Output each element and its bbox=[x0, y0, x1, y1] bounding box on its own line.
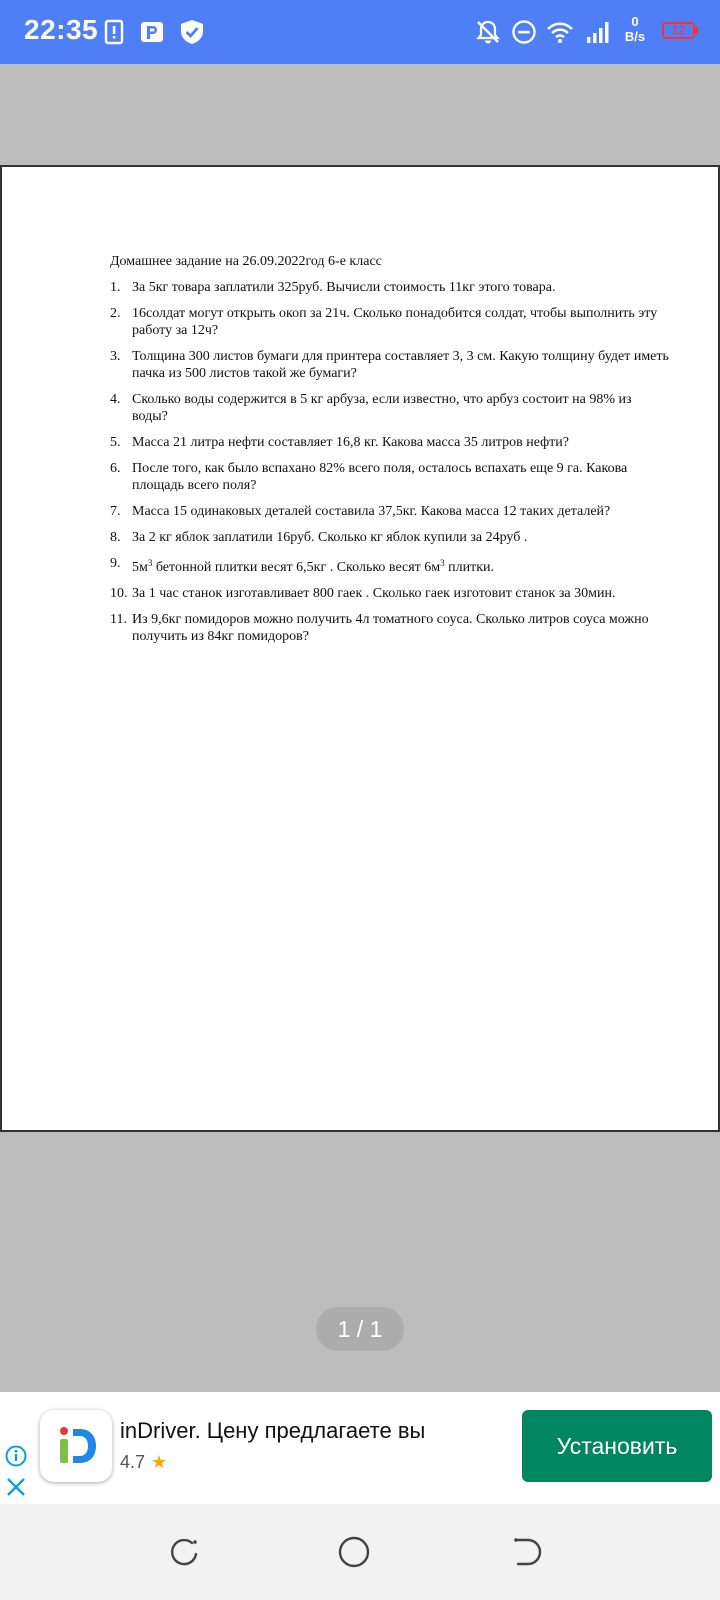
do-not-disturb-icon bbox=[510, 18, 538, 46]
app-rating bbox=[120, 1452, 167, 1473]
rating-value: 4.7 bbox=[120, 1452, 146, 1472]
task-text: За 5кг товара заплатили 325руб. Вычисли стоимость 11кг этого товара. bbox=[132, 280, 556, 295]
parking-app-icon bbox=[138, 18, 166, 46]
network-speed-value: 0 bbox=[631, 14, 639, 29]
task-number: 4. bbox=[110, 392, 121, 407]
task-number: 1. bbox=[110, 280, 121, 295]
task-text: Масса 15 одинаковых деталей составила 37,5кг. Какова масса 12 таких деталей? bbox=[132, 504, 611, 519]
task-number: 9. bbox=[110, 556, 121, 571]
task-text: После того, как было вспахано 82% всего поля, осталось вспахать еще 9 га. Какова площадь всего поля? bbox=[132, 461, 628, 493]
battery-level: 12 bbox=[671, 23, 686, 37]
task-item bbox=[110, 611, 670, 645]
document-title: Домашнее задание на 26.09.2022год 6-е класс bbox=[110, 254, 382, 269]
star-icon: ★ bbox=[151, 1452, 168, 1472]
task-number: 6. bbox=[110, 461, 121, 476]
task-item bbox=[110, 529, 670, 546]
task-text: Сколько воды содержится в 5 кг арбуза, если известно, что арбуз состоит на 98% из воды? bbox=[132, 392, 632, 424]
superscript: 3 bbox=[440, 558, 445, 568]
app-name[interactable]: inDriver. Цену предлагаете вы bbox=[120, 1418, 426, 1443]
status-bar bbox=[0, 0, 720, 64]
superscript: 3 bbox=[147, 558, 153, 568]
battery-icon bbox=[662, 22, 695, 39]
task-text-part: бетонной плитки весят 6,5кг . Сколько весят 6м bbox=[152, 560, 441, 575]
task-number: 5. bbox=[110, 435, 121, 450]
network-speed-unit: B/s bbox=[624, 29, 646, 44]
close-icon[interactable] bbox=[5, 1476, 27, 1498]
task-number: 10. bbox=[110, 586, 128, 601]
task-item bbox=[110, 503, 670, 520]
notifications-off-icon bbox=[474, 18, 502, 46]
info-icon[interactable] bbox=[5, 1445, 27, 1467]
task-item bbox=[110, 279, 670, 296]
task-number: 3. bbox=[110, 349, 121, 364]
task-text: За 1 час станок изготавливает 800 гаек . Сколько гаек изготовит станок за 30мин. bbox=[132, 586, 616, 601]
task-text-part: 5м bbox=[132, 560, 148, 575]
task-item bbox=[110, 348, 670, 382]
task-text: Из 9,6кг помидоров можно получить 4л томатного соуса. Сколько литров соуса можно получить из 84кг помидоров? bbox=[132, 612, 649, 644]
task-item bbox=[110, 305, 670, 339]
task-text-part: плитки. bbox=[444, 560, 495, 575]
indriver-logo-icon bbox=[40, 1410, 112, 1482]
network-speed bbox=[621, 14, 649, 44]
install-button[interactable]: Установить bbox=[522, 1410, 712, 1482]
task-number: 8. bbox=[110, 530, 121, 545]
task-number: 7. bbox=[110, 504, 121, 519]
document-content bbox=[110, 253, 670, 654]
sim-alert-icon bbox=[100, 18, 128, 46]
document-page[interactable] bbox=[0, 165, 720, 1132]
task-text: За 2 кг яблок заплатили 16руб. Сколько кг яблок купили за 24руб . bbox=[132, 530, 528, 545]
task-text: Масса 21 литра нефти составляет 16,8 кг. Какова масса 35 литров нефти? bbox=[132, 435, 569, 450]
task-text: 16солдат могут открыть окоп за 21ч. Сколько понадобится солдат, чтобы выполнить эту работу за 12ч? bbox=[132, 306, 658, 338]
back-icon[interactable] bbox=[508, 1534, 544, 1570]
task-item bbox=[110, 460, 670, 494]
task-number: 2. bbox=[110, 306, 121, 321]
document-viewer[interactable] bbox=[0, 64, 720, 1392]
page-indicator: 1 / 1 bbox=[316, 1307, 404, 1351]
home-icon[interactable] bbox=[336, 1534, 372, 1570]
task-item bbox=[110, 391, 670, 425]
signal-icon bbox=[584, 18, 612, 46]
recent-apps-icon[interactable] bbox=[166, 1534, 202, 1570]
task-text bbox=[132, 560, 494, 575]
app-logo[interactable] bbox=[40, 1410, 112, 1482]
shield-check-icon bbox=[178, 18, 206, 46]
task-item bbox=[110, 585, 670, 602]
wifi-icon bbox=[546, 18, 574, 46]
task-text: Толщина 300 листов бумаги для принтера составляет 3, 3 см. Какую толщину будет иметь пачка из 500 листов такой же бумаги? bbox=[132, 349, 669, 381]
task-item bbox=[110, 555, 670, 576]
task-item bbox=[110, 434, 670, 451]
status-time: 22:35 bbox=[24, 14, 99, 45]
task-number: 11. bbox=[110, 612, 127, 627]
